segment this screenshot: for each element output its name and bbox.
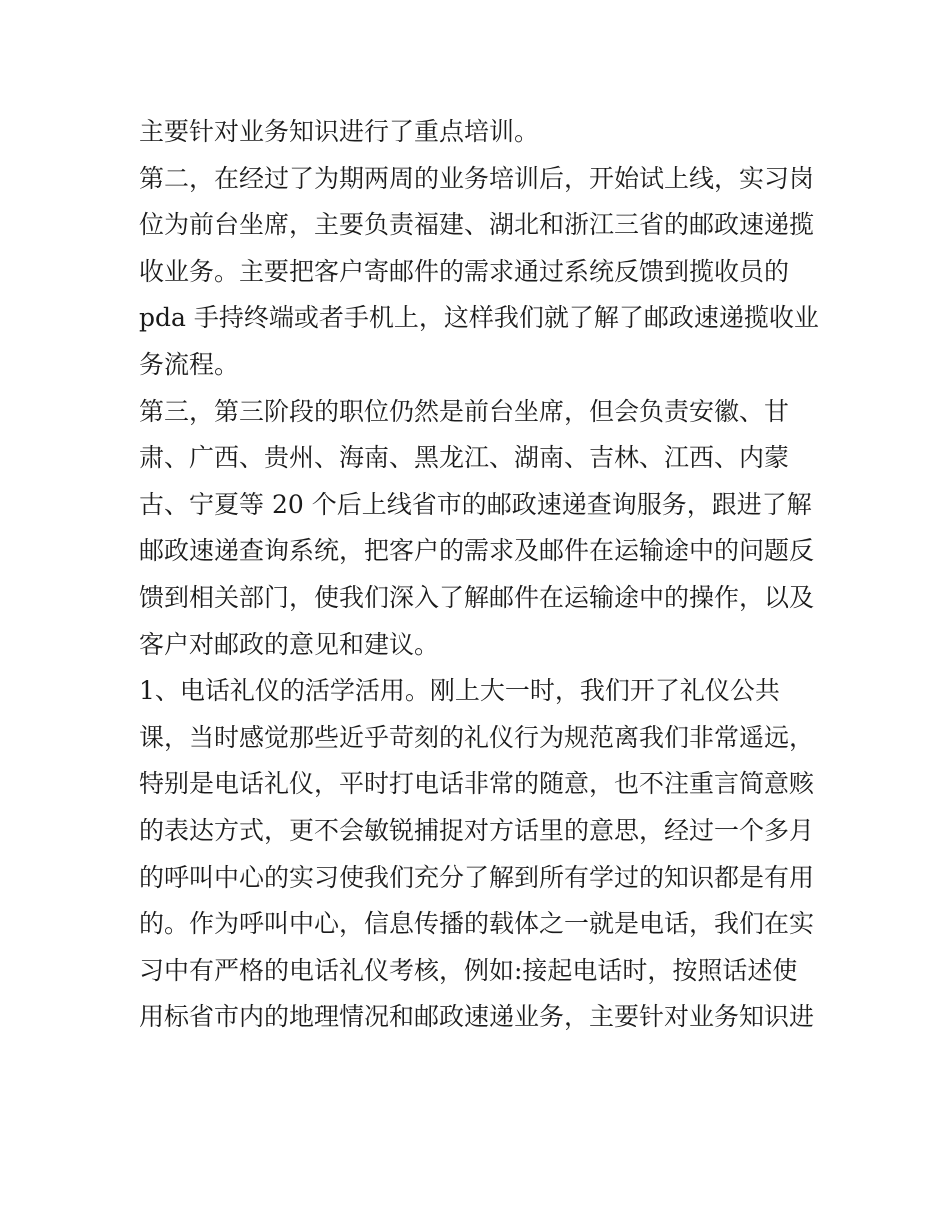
body-text <box>139 109 819 1041</box>
text-line: 的呼叫中心的实习使我们充分了解到所有学过的知识都是有用 <box>139 862 815 892</box>
text-line: 邮政速递查询系统，把客户的需求及邮件在运输途中的问题反 <box>139 536 815 566</box>
text-line: 第三，第三阶段的职位仍然是前台坐席，但会负责安徽、甘 <box>139 396 790 426</box>
text-line: 特别是电话礼仪，平时打电话非常的随意，也不注重言简意赅 <box>139 769 815 799</box>
text-line: 馈到相关部门，使我们深入了解邮件在运输途中的操作，以及 <box>139 582 815 612</box>
text-line: 肃、广西、贵州、海南、黑龙江、湖南、吉林、江西、内蒙 <box>139 443 790 473</box>
text-line: 位为前台坐席，主要负责福建、湖北和浙江三省的邮政速递揽 <box>139 210 815 240</box>
text-line: 的。作为呼叫中心，信息传播的载体之一就是电话，我们在实 <box>139 909 815 939</box>
text-line: 主要针对业务知识进行了重点培训。 <box>139 117 540 146</box>
text-line: 课，当时感觉那些近乎苛刻的礼仪行为规范离我们非常遥远， <box>139 722 815 752</box>
text-line: 古、宁夏等 20 个后上线省市的邮政速递查询服务，跟进了解 <box>139 489 812 519</box>
text-line: 收业务。主要把客户寄邮件的需求通过系统反馈到揽收员的 <box>139 256 790 286</box>
text-line: pda 手持终端或者手机上，这样我们就了解了邮政速递揽收业 <box>139 303 819 333</box>
text-line: 习中有严格的电话礼仪考核，例如:接起电话时，按照话述使 <box>139 955 798 985</box>
text-line: 第二，在经过了为期两周的业务培训后，开始试上线，实习岗 <box>139 163 815 193</box>
text-line: 1、电话礼仪的活学活用。刚上大一时，我们开了礼仪公共 <box>139 676 780 706</box>
text-line: 用标省市内的地理情况和邮政速递业务，主要针对业务知识进 <box>139 1002 815 1032</box>
text-line: 客户对邮政的意见和建议。 <box>139 629 440 659</box>
text-line: 务流程。 <box>139 349 240 379</box>
text-line: 的表达方式，更不会敏锐捕捉对方话里的意思，经过一个多月 <box>139 815 815 845</box>
